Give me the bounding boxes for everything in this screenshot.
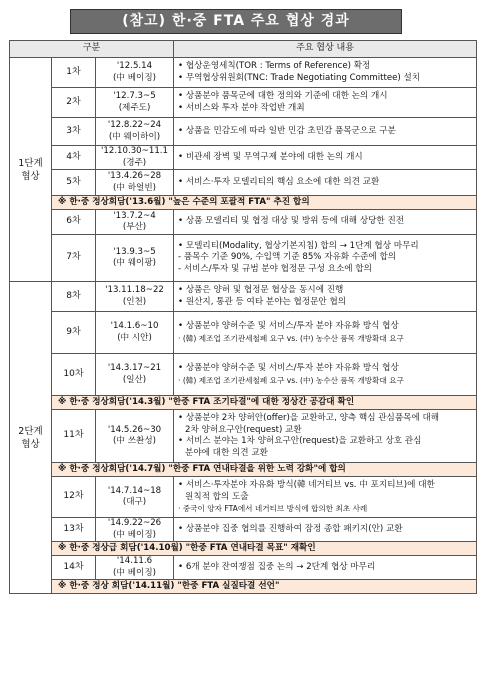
date-cell: '14.9.22~26 (中 베이징) — [96, 518, 174, 542]
content-sub-item: · 중국이 양자 FTA에서 네거티브 방식에 합의한 최초 사례 — [178, 504, 368, 513]
content-item: • 상품분야 2차 양허안(offer)을 교환하고, 양측 핵심 관심품목에 대해 — [178, 413, 440, 423]
round-cell: 7차 — [52, 235, 96, 282]
date-cell: '12.5.14 (中 베이징) — [96, 58, 174, 88]
round-cell: 5차 — [52, 170, 96, 196]
table-row — [10, 170, 477, 196]
date-cell: '14.3.17~21 (일산) — [96, 354, 174, 396]
round-cell: 10차 — [52, 354, 96, 396]
content-item: • 상품을 민감도에 따라 일반 민감 초민감 품목군으로 구분 — [178, 125, 396, 136]
content-item: • 무역협상위원회(TNC: Trade Negotiating Committee) 설치 — [178, 72, 421, 83]
round-cell: 9차 — [52, 312, 96, 354]
table-row — [10, 410, 477, 463]
date-cell: '14.1.6~10 (中 시안) — [96, 312, 174, 354]
round-cell: 8차 — [52, 282, 96, 312]
content-cell — [174, 518, 477, 542]
content-cell — [174, 282, 477, 312]
content-item: 원칙적 합의 도출 — [185, 491, 249, 502]
table-row — [10, 88, 477, 118]
content-cell — [174, 58, 477, 88]
content-cell — [174, 235, 477, 282]
date-cell: '13.4.26~28 (中 하얼빈) — [96, 170, 174, 196]
content-cell — [174, 477, 477, 518]
summit-row — [10, 396, 477, 410]
round-cell: 14차 — [52, 556, 96, 580]
round-cell: 12차 — [52, 477, 96, 518]
content-cell — [174, 146, 477, 170]
content-item: • 상품분야 양허수준 및 서비스/투자 분야 자유화 방식 협상 — [178, 363, 399, 374]
round-cell: 11차 — [52, 410, 96, 463]
content-item: • 원산지, 통관 등 여타 분야는 협정문안 협의 — [178, 296, 347, 307]
date-cell: '14.11.6 (中 베이징) — [96, 556, 174, 580]
content-item: • 서비스·투자분야 자유화 방식(韓 네거티브 vs. 中 포지티브)에 대한 — [178, 480, 435, 490]
content-item: • 상품분야 양허수준 및 서비스/투자 분야 자유화 방식 협상 — [178, 321, 399, 332]
date-cell: '13.11.18~22 (인천) — [96, 282, 174, 312]
title-area — [0, 0, 485, 40]
round-cell: 4차 — [52, 146, 96, 170]
date-cell: '13.7.2~4 (부산) — [96, 210, 174, 235]
summit-note: ※ 한·중 정상회담('13.6월) "높은 수준의 포괄적 FTA" 추진 합의 — [52, 196, 477, 210]
header-content: 주요 협상 내용 — [174, 41, 477, 58]
content-item: • 협상운영세칙(TOR : Terms of Reference) 확정 — [178, 61, 371, 71]
summit-note: ※ 한·중 정상회담('14.7월) "한중 FTA 연내타결을 위한 노력 강화"에 합의 — [52, 463, 477, 477]
content-sub-item: · (韓) 제조업 조기관세철폐 요구 vs. (中) 농수산 품목 개방확대 요구 — [178, 333, 404, 343]
table-row — [10, 118, 477, 146]
content-item: - 품목수 기준 90%, 수입액 기준 85% 자유화 수준에 합의 — [178, 252, 397, 263]
phase-label: 1단계 협상 — [10, 58, 52, 282]
table-row — [10, 312, 477, 354]
round-cell: 2차 — [52, 88, 96, 118]
phase-label: 2단계 협상 — [10, 282, 52, 594]
content-item: • 상품분야 품목군에 대한 정의와 기준에 대한 논의 개시 — [178, 91, 388, 101]
summit-row — [10, 542, 477, 556]
content-item: • 비관세 장벽 및 무역구제 분야에 대한 논의 개시 — [178, 151, 363, 162]
content-item: • 서비스와 투자 분야 작업반 개최 — [178, 102, 305, 113]
summit-row — [10, 463, 477, 477]
round-cell: 3차 — [52, 118, 96, 146]
table-row — [10, 556, 477, 580]
table-row — [10, 354, 477, 396]
document-title: (참고) 한·중 FTA 주요 협상 경과 — [70, 9, 402, 34]
date-cell: '12.7.3~5 (제주도) — [96, 88, 174, 118]
round-cell: 6차 — [52, 210, 96, 235]
content-item: 분야에 대한 의견 교환 — [185, 447, 268, 458]
negotiation-table — [9, 40, 477, 594]
content-cell — [174, 354, 477, 396]
content-cell — [174, 210, 477, 235]
round-cell: 1차 — [52, 58, 96, 88]
content-item: • 상품은 양허 및 협정문 협상을 동시에 진행 — [178, 285, 344, 295]
table-header-row — [10, 41, 477, 58]
header-category: 구분 — [10, 41, 174, 58]
content-cell — [174, 170, 477, 196]
content-sub-item: · (韓) 제조업 조기관세철폐 요구 vs. (中) 농수산 품목 개방확대 요구 — [178, 375, 404, 385]
summit-note: ※ 한·중 정상급 회담('14.10월) "한중 FTA 연내타결 목표" 재확인 — [52, 542, 477, 556]
content-item: • 상품분야 집중 협의를 진행하여 잠정 종합 패키지(안) 교환 — [178, 523, 403, 534]
content-cell — [174, 118, 477, 146]
table-row — [10, 518, 477, 542]
table-row — [10, 58, 477, 88]
content-item: • 6개 분야 잔여쟁점 집중 논의 → 2단계 협상 마무리 — [178, 561, 376, 572]
date-cell: '12.8.22~24 (中 웨이하이) — [96, 118, 174, 146]
table-row — [10, 146, 477, 170]
content-item: • 서비스 분야는 1차 양허요구안(request)을 교환하고 상호 관심 — [178, 436, 422, 446]
content-item: • 모델리티(Modality, 협상기본지침) 합의 → 1단계 협상 마무리 — [178, 240, 419, 251]
date-cell: '13.9.3~5 (中 웨이팡) — [96, 235, 174, 282]
content-item: 2차 양허요구안(request) 교환 — [185, 424, 302, 435]
content-item: • 서비스·투자 모델리티의 핵심 요소에 대한 의견 교환 — [178, 176, 380, 187]
summit-note: ※ 한·중 정상 회담('14.11월) "한중 FTA 실질타결 선언" — [52, 580, 477, 594]
content-item: • 상품 모델리티 및 협정 대상 및 방위 등에 대해 상당한 진전 — [178, 216, 405, 227]
round-cell: 13차 — [52, 518, 96, 542]
date-cell: '12.10.30~11.1 (경주) — [96, 146, 174, 170]
table-row — [10, 282, 477, 312]
date-cell: '14.5.26~30 (中 쓰촨성) — [96, 410, 174, 463]
summit-row — [10, 580, 477, 594]
content-cell — [174, 410, 477, 463]
content-cell — [174, 556, 477, 580]
content-cell — [174, 312, 477, 354]
summit-row — [10, 196, 477, 210]
content-cell — [174, 88, 477, 118]
summit-note: ※ 한·중 정상회담('14.3월) "한중 FTA 조기타결"에 대한 정상간 공감대 확인 — [52, 396, 477, 410]
date-cell: '14.7.14~18 (대구) — [96, 477, 174, 518]
table-row — [10, 477, 477, 518]
table-row — [10, 235, 477, 282]
table-row — [10, 210, 477, 235]
content-item: - 서비스/투자 및 규범 분야 협정문 구성 요소에 합의 — [178, 263, 372, 274]
